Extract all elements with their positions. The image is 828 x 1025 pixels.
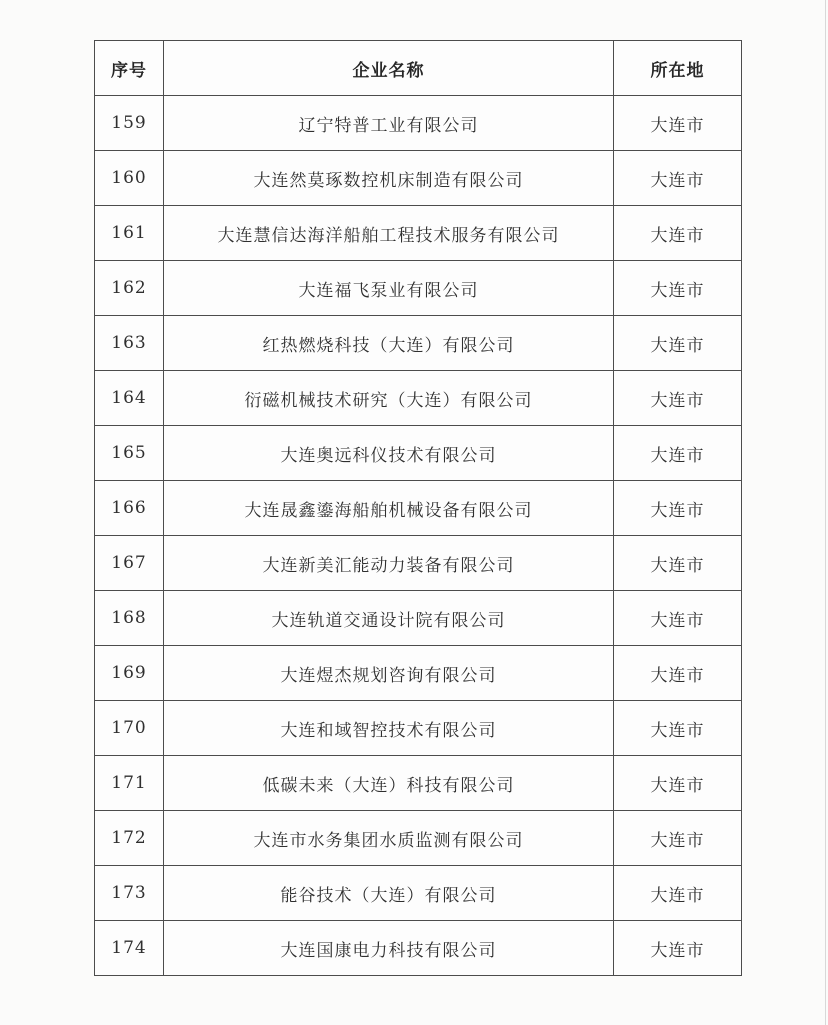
cell-company: 能谷技术（大连）有限公司 [164, 866, 614, 921]
table-row [95, 206, 742, 261]
cell-location: 大连市 [614, 371, 742, 426]
cell-no: 174 [95, 921, 164, 976]
cell-location: 大连市 [614, 811, 742, 866]
table-row [95, 426, 742, 481]
cell-no: 168 [95, 591, 164, 646]
table-row [95, 701, 742, 756]
cell-company: 大连新美汇能动力装备有限公司 [164, 536, 614, 591]
cell-no: 165 [95, 426, 164, 481]
table-header-row [95, 41, 742, 96]
table-row [95, 866, 742, 921]
cell-company: 衍磁机械技术研究（大连）有限公司 [164, 371, 614, 426]
cell-no: 167 [95, 536, 164, 591]
cell-no: 163 [95, 316, 164, 371]
cell-no: 164 [95, 371, 164, 426]
table-row [95, 591, 742, 646]
column-header-no: 序号 [95, 41, 164, 96]
cell-company: 大连市水务集团水质监测有限公司 [164, 811, 614, 866]
table-row [95, 921, 742, 976]
cell-company: 辽宁特普工业有限公司 [164, 96, 614, 151]
column-header-location: 所在地 [614, 41, 742, 96]
cell-company: 低碳未来（大连）科技有限公司 [164, 756, 614, 811]
cell-location: 大连市 [614, 866, 742, 921]
cell-company: 红热燃烧科技（大连）有限公司 [164, 316, 614, 371]
page-edge-line [825, 0, 826, 1025]
cell-company: 大连轨道交通设计院有限公司 [164, 591, 614, 646]
cell-no: 170 [95, 701, 164, 756]
cell-company: 大连晟鑫鎏海船舶机械设备有限公司 [164, 481, 614, 536]
cell-company: 大连和域智控技术有限公司 [164, 701, 614, 756]
cell-no: 172 [95, 811, 164, 866]
cell-location: 大连市 [614, 701, 742, 756]
table-row [95, 646, 742, 701]
cell-location: 大连市 [614, 756, 742, 811]
cell-location: 大连市 [614, 591, 742, 646]
cell-location: 大连市 [614, 261, 742, 316]
company-table [94, 40, 742, 976]
cell-location: 大连市 [614, 151, 742, 206]
cell-no: 161 [95, 206, 164, 261]
cell-company: 大连奥远科仪技术有限公司 [164, 426, 614, 481]
cell-location: 大连市 [614, 96, 742, 151]
cell-location: 大连市 [614, 536, 742, 591]
cell-company: 大连国康电力科技有限公司 [164, 921, 614, 976]
cell-no: 169 [95, 646, 164, 701]
table-row [95, 371, 742, 426]
table-row [95, 481, 742, 536]
table-row [95, 316, 742, 371]
table-row [95, 756, 742, 811]
cell-no: 162 [95, 261, 164, 316]
table-row [95, 536, 742, 591]
table-row [95, 261, 742, 316]
column-header-company: 企业名称 [164, 41, 614, 96]
cell-location: 大连市 [614, 481, 742, 536]
table-body [95, 96, 742, 976]
table-row [95, 151, 742, 206]
table-row [95, 811, 742, 866]
cell-no: 160 [95, 151, 164, 206]
cell-location: 大连市 [614, 206, 742, 261]
cell-location: 大连市 [614, 316, 742, 371]
cell-location: 大连市 [614, 426, 742, 481]
cell-location: 大连市 [614, 646, 742, 701]
cell-no: 166 [95, 481, 164, 536]
company-table-container [94, 40, 741, 976]
cell-company: 大连福飞泵业有限公司 [164, 261, 614, 316]
cell-no: 173 [95, 866, 164, 921]
cell-no: 159 [95, 96, 164, 151]
cell-no: 171 [95, 756, 164, 811]
cell-company: 大连慧信达海洋船舶工程技术服务有限公司 [164, 206, 614, 261]
cell-location: 大连市 [614, 921, 742, 976]
cell-company: 大连煜杰规划咨询有限公司 [164, 646, 614, 701]
table-row [95, 96, 742, 151]
cell-company: 大连然莫琢数控机床制造有限公司 [164, 151, 614, 206]
